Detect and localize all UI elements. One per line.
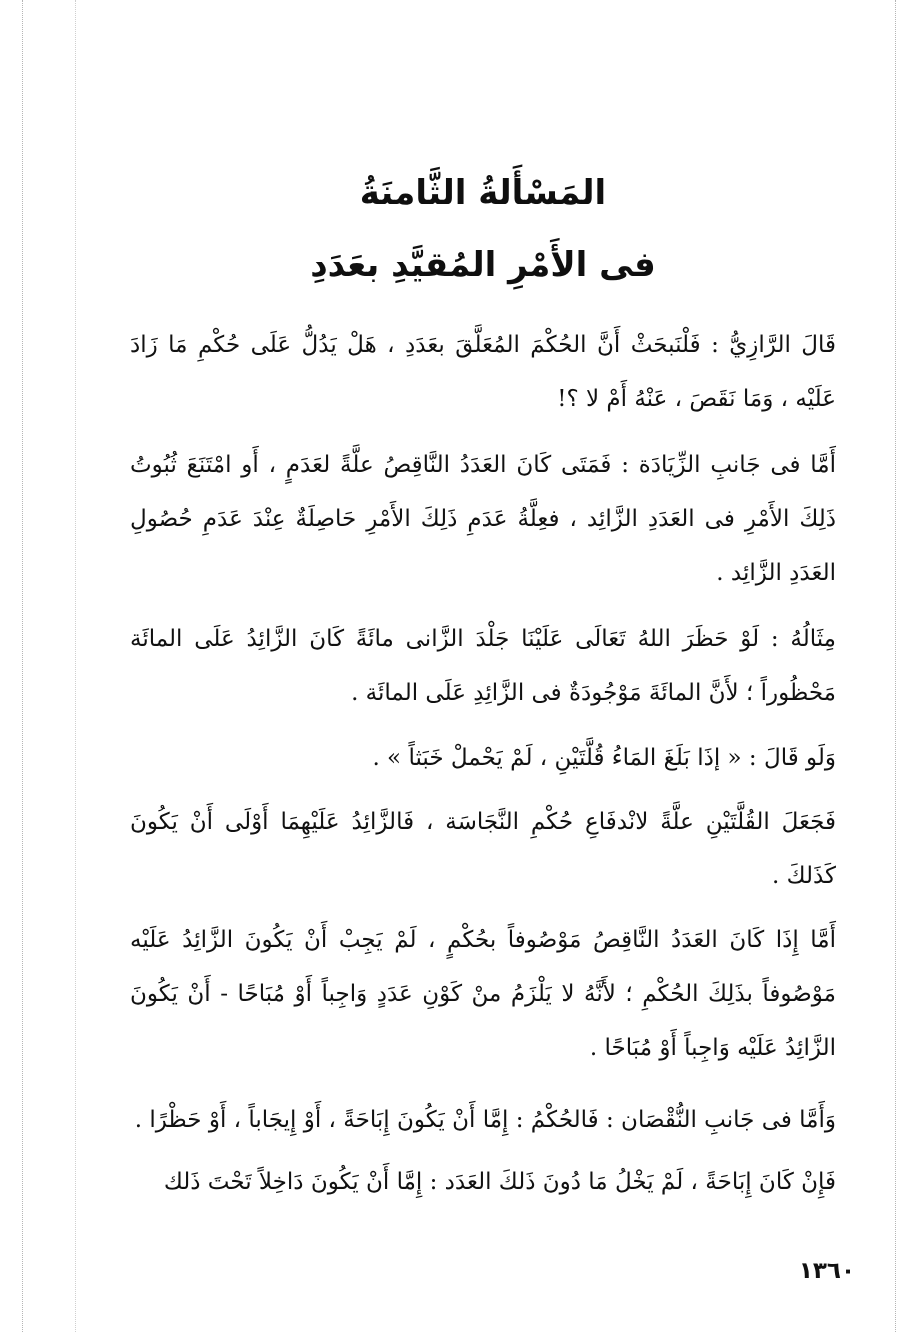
chapter-title: المَسْأَلةُ الثَّامنَةُ bbox=[359, 173, 607, 213]
paragraph-7: وَأَمَّا فى جَانبِ النُّقْصَان : فَالحُكْمُ : إِمَّا أَنْ يَكُونَ إِبَاحَةً ، أَوْ إِيجَاباً ، أَوْ حَظْرًا . bbox=[134, 1107, 836, 1133]
paragraph-8: فَإِنْ كَانَ إِبَاحَةً ، لَمْ يَخْلُ مَا دُونَ ذَلكَ العَدَد : إِمَّا أَنْ يَكُونَ دَاخِلاً تَحْتَ ذَلك bbox=[163, 1169, 836, 1195]
paragraph-3: مِثَالُهُ : لَوْ حَظَرَ اللهُ تَعَالَى عَلَيْنَا جَلْدَ الزَّانى مائَةً كَانَ الزَّائِدُ عَلَى المائَة مَحْظُوراً ؛ لأَنَّ المائَةَ مَوْجُودَةٌ فى الزَّائِدِ عَلَى المائَة . bbox=[130, 626, 836, 706]
margin-rule-right bbox=[895, 0, 896, 1332]
paragraph-6: أَمَّا إِذَا كَانَ العَدَدُ النَّاقِصُ مَوْصُوفاً بحُكْمٍ ، لَمْ يَجِبْ أَنْ يَكُونَ الزَّائِدُ عَلَيْه مَوْصُوفاً بذَلِكَ الحُكْمِ ؛ لأَنَّهُ لا يَلْزَمُ منْ كَوْنِ عَدَدٍ وَاجِباً أَوْ مُبَاحًا - أَنْ يَكُونَ الزَّائِدُ عَلَيْه وَاجِباً أَوْ مُبَاحًا . bbox=[130, 927, 836, 1061]
paragraph-1: قَالَ الرَّازِيُّ : فَلْنَبحَثْ أَنَّ الحُكْمَ المُعَلَّقَ بعَدَدِ ، هَلْ يَدُلُّ عَلَى حُكْمِ مَا زَادَ عَلَيْه ، وَمَا نَقَصَ ، عَنْهُ أَمْ لا ؟! bbox=[130, 332, 836, 412]
paragraph-2: أَمَّا فى جَانبِ الزِّيَادَة : فَمَتَى كَانَ العَدَدُ النَّاقِصُ علَّةً لعَدَمٍ ، أَو امْتَنَعَ ثُبُوتُ ذَلِكَ الأَمْرِ فى العَدَدِ الزَّائِد ، فعِلَّةُ عَدَمِ ذَلِكَ الأَمْرِ حَاصِلَةٌ عِنْدَ عَدَمِ حُصُولِ العَدَدِ الزَّائِد . bbox=[130, 452, 836, 586]
paragraph-5: فَجَعَلَ القُلَّتَيْنِ علَّةً لانْدفَاعِ حُكْمِ النَّجَاسَة ، فَالزَّائِدُ عَلَيْهِمَا أَوْلَى أَنْ يَكُونَ كَذَلكَ . bbox=[130, 809, 836, 889]
page-number: ١٣٦٠ bbox=[798, 1258, 855, 1284]
margin-rule-left-inner bbox=[75, 0, 76, 1332]
chapter-subtitle: فى الأَمْرِ المُقيَّدِ بعَدَدِ bbox=[310, 245, 656, 285]
margin-rule-left bbox=[22, 0, 23, 1332]
paragraph-4: وَلَو قَالَ : « إذَا بَلَغَ المَاءُ قُلَّتَيْنِ ، لَمْ يَحْملْ خَبَثاً » . bbox=[372, 745, 836, 771]
